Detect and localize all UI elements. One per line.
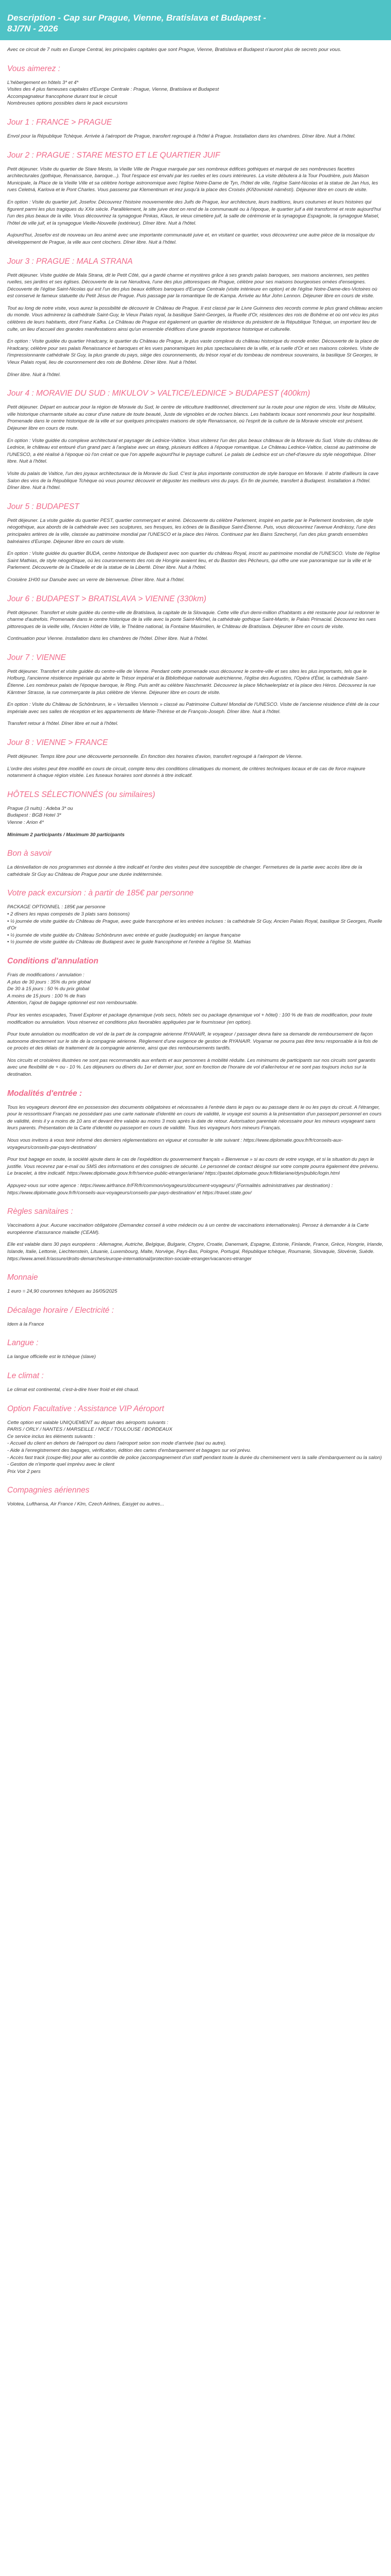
list-item: Frais de modifications / annulation : xyxy=(7,972,85,978)
day7-paragraph: Transfert retour à l'hôtel. Dîner libre et nuit à l'hôtel. xyxy=(7,721,119,727)
participants-note: Minimum 2 participants / Maximum 30 participants xyxy=(7,832,125,838)
day5-paragraph: Croisière 1H00 sur Danube avec un verre de bienvenue. Dîner libre. Nuit à l'hôtel. xyxy=(7,577,185,583)
day2-paragraph: En option : Visite du quartier juif, Josefov. Découvrez l'histoire mouvementée des Juifs de Prague, leur architecture, leurs traditions, leurs coutumes et leurs histoires qui figurent parmi les plus tragiques du XXe siècle. Parallèlement, le site juive dont on rend de la communauté ou à l'époque, le quartier juif a été transformé et reste aujourd'hui l'un des plus beaux de la ville. Vous découvrirez la synagogue Pinkas, Klaus, le vieux cimetière juif, la salle de cérémonie et la synagogue Espagnole, la synagogue Maisel, l'hôtel de ville juif, et la synagogue Vieille-Nouvelle (extérieur). Dîner libre. Nuit à l'hôtel. xyxy=(7,199,381,226)
hotels-list xyxy=(7,805,384,826)
modalites-paragraph: Pour tout bagage en soute, la société ajoute dans le cas de l'expédition du gouvernement français « Bienvenue » si au cours de votre voyage, et si la situation du pays le justifie. Vous recevrez par e-mail ou SMS des informations et des consignes de sécurité. Le personnel de contact désigné sur votre compte pourra également être prévenu. Le bracelet, à titre indicatif. https://www.diplomatie.gouv.fr/fr/service-public-etranger/ariane/ https://pastel.diplomatie.gouv.fr/fildariane/dyn/public/login.html xyxy=(7,1157,379,1177)
day3-paragraph: En option : Visite guidée du quartier Hradcany, le quartier du Château de Prague, le plus vaste complexe du château historique du monde entier. Découverte de la place de Hradcany, célèbre pour ses palais Renaissance et baroques et les vues panoramiques les plus spectaculaires de la ville, et la ruelle d'Or et ses maisons colorées. Visite de l'impressionnante cathédrale St Guy, la plus grande du pays, siège des couronnements, du trésor royal et du tombeau de nombreux souverains, la basilique St Georges, le Vieux Palais royal, lieu de couronnement des rois de Bohême. Dîner libre. Nuit à l'hôtel. xyxy=(7,338,379,366)
list-item: • ½ journée de visite guidée du Château de Budapest avec le guide francophone et l'entrée à l'église St. Mathias xyxy=(7,939,251,945)
day6-title: Jour 6 : BUDAPEST > BRATISLAVA > VIENNE (330km) xyxy=(7,594,206,603)
annulation-title: Conditions d'annulation xyxy=(7,956,99,965)
day2-paragraph: Aujourd'hui, Josefov est de nouveau un lieu animé avec une importante communauté juive et, en visitant ce quartier, vous découvrirez une autre pièce de la mosaïque du développement de Prague, la ville aux cent clochers. Dîner libre. Nuit à l'hôtel. xyxy=(7,232,375,245)
day8-paragraph: Petit déjeuner. Temps libre pour une découverte personnelle. En fonction des horaires d'avion, transfert regroupé à l'aéroport de Vienne. xyxy=(7,754,303,760)
climat-title: Le climat : xyxy=(7,1371,44,1380)
list-item: Budapest : BGB Hotel 3* xyxy=(7,812,61,819)
pack-excursion-title: Votre pack excursion : à partir de 185€ par personne xyxy=(7,889,194,898)
document-body xyxy=(0,40,391,1529)
page-title xyxy=(7,12,384,34)
list-item: De 30 à 15 jours : 50 % du prix global xyxy=(7,986,89,992)
monnaie-text: 1 euro = 24,90 couronnes tchèques au 16/05/2025 xyxy=(7,1289,118,1295)
list-item: Prix Voir 2 pers xyxy=(7,1468,41,1475)
list-item: Ce service inclus les éléments suivants : xyxy=(7,1433,95,1439)
day5-paragraph: En option : Visite guidée du quartier BUDA, centre historique de Budapest avec son quartier du château Royal, inscrit au patrimoine mondial de l'UNESCO. Visite de l'église Saint Mathias, de style néogothique, où les couronnements des rois de Hongrie avaient lieu, et du Bastion des Pêcheurs, qui offre une vue panoramique sur la ville et le Parlement. Découverte de la Citadelle et de la statue de la Liberté. Dîner libre. Nuit à l'hôtel. xyxy=(7,551,380,571)
list-item: • ½ journée de visite guidée du Château de Prague, avec guide francophone et les entrées incluses : la cathédrale St Guy, Ancien Palais Royal, basilique St Georges, Ruelle d'Or xyxy=(7,918,382,931)
day4-title: Jour 4 : MORAVIE DU SUD : MIKULOV > VALTICE/LEDNICE > BUDAPEST (400km) xyxy=(7,389,311,398)
bon-a-savoir-text: La dénivellation de nos programmes est donnée à titre indicatif et l'ordre des visites peut être susceptible de changer. Fermetures de la partie avec accès libre de la cathédrale St Guy au Château de Prague pour une durée indéterminée. xyxy=(7,865,362,877)
day3-paragraph: Tout au long de notre visite, vous aurez la possibilité de découvrir le Château de Prague. Il est classé par le Livre Guinness des records comme le plus grand château ancien du monde. Vous admirerez la cathédrale Saint-Guy, le Vieux Palais royal, la basilique Saint-Georges, la Ruelle d'Or, résidences des rois de Bohême et où ont vécu les plus célèbres de leurs habitants, dont Franz Kafka. Le Château de Prague est également un quartier de résidence du président de la République Tchèque, un important lieu de culte, un lieu d'accueil des grandes manifestations ainsi qu'un ensemble d'édifices d'une grande importance historique et culturelle. xyxy=(7,305,383,332)
modalites-paragraph: Appuyez-vous sur votre agence : https://www.airfrance.fr/FR/fr/common/voyageurs/document-voyageurs/ (Formalités administratives par destination) : https://www.diplomatie.gouv.fr/fr/conseils-aux-voyageurs/conseils-par-pays-destination/ et https://travel.state.gov/ xyxy=(7,1183,333,1196)
langue-text: La langue officielle est le tchèque (slave) xyxy=(7,1354,96,1360)
day7-paragraph: Petit déjeuner. Transfert et visite guidée du centre-ville de Vienne. Pendant cette promenade vous découvrez le centre-ville et ses sites les plus importants, tels que le Hofburg, l'ancienne résidence impériale qui abrite le Trésor impérial et la Bibliothèque nationale autrichienne, l'église des Augustins, l'Opéra d'État, la cathédrale Saint-Étienne. Les nombreux palais de l'époque baroque, le Ring. Puis arrêt au célèbre Naschmarkt. Découvrez la place Michaelerplatz et la place des Héros. Découvrez la rue Kärntner Strasse, la rue commerçante la plus célèbre de Vienne. Déjeuner libre en cours de visite. xyxy=(7,668,376,696)
list-item: Cette option est valable UNIQUEMENT au départ des aéroports suivants : xyxy=(7,1419,169,1426)
modalites-title: Modalités d'entrée : xyxy=(7,1089,82,1098)
list-item: A plus de 30 jours : 35% du prix global xyxy=(7,979,91,985)
page-title-line2: 8J/7N - 2026 xyxy=(7,24,58,33)
list-item: Prague (3 nuits) : Adeba 3* ou xyxy=(7,805,73,811)
compagnies-title: Compagnies aériennes xyxy=(7,1486,90,1495)
list-item: L'hébergement en hôtels 3* et 4* xyxy=(7,79,79,86)
day2-title: Jour 2 : PRAGUE : STARE MESTO ET LE QUARTIER JUIF xyxy=(7,150,220,160)
pack-excursion-list xyxy=(7,904,384,946)
day3-title: Jour 3 : PRAGUE : MALA STRANA xyxy=(7,257,133,266)
annulation-paragraph: Pour toute annulation ou modification de vol de la part de la compagnie aérienne RYANAIR, le voyageur / passager devra faire sa demande de remboursement de façon autonome directement sur le site de la compagnie aérienne. Règlement d'une exigence de gestion de RYANAIR. Voyamar ne pourra pas être tenu responsable à la fois de ce procès et des délais de traitement de la compagnie aérienne, ainsi que des remboursements tardifs. xyxy=(7,1031,378,1052)
list-item: Nombreuses options possibles dans le pack excursions xyxy=(7,100,128,107)
annulation-list xyxy=(7,972,384,1007)
day4-paragraph: En option : Visite guidée du complexe architectural et paysager de Lednice-Valtice. Vous visiterez l'un des plus beaux châteaux de la Moravie du Sud. Visite du château de Lednice, le château est entouré d'un grand parc à l'anglaise avec un étang, plusieurs édifices à l'époque romantique. Le Château Lednice-Valtice, classé au patrimoine de l'UNESCO, a été réalisé à l'époque où l'on créait ce que l'on appelle aujourd'hui le paysage culturel. Le palais de Lednice est un chef-d'œuvre du style néogothique. Dîner libre. Nuit à l'hôtel. xyxy=(7,437,378,465)
langue-title: Langue : xyxy=(7,1338,39,1348)
sanitaires-paragraph: Vaccinations à jour. Aucune vaccination obligatoire (Demandez conseil à votre médecin ou à un centre de vaccinations internationales). Pensez à demander à la Carte européenne d'assurance maladie (CEAM). xyxy=(7,1223,369,1235)
decalage-title: Décalage horaire / Electricité : xyxy=(7,1306,114,1315)
annulation-paragraph: Nos circuits et croisières illustrées ne sont pas recommandés aux enfants et aux personnes à mobilité réduite. Les minimums de participants sur nos circuits sont garantis avec une flexibilité de + ou - 10 %. Les déjeuners ou dîners du 1er et dernier jour, sont en fonction de l'horaire de vol d'aller/retour et ne sont pas toujours inclus sur la destination. xyxy=(7,1057,376,1078)
list-item: Attention, l'ajout de bagage optionnel est non remboursable. xyxy=(7,1000,138,1006)
climat-text: Le climat est continental, c'est-à-dire hiver froid et été chaud. xyxy=(7,1386,139,1393)
sanitaires-paragraph: Elle est valable dans 30 pays européens : Allemagne, Autriche, Belgique, Bulgarie, Chypre, Croatie, Danemark, Espagne, Estonie, Finlande, France, Grèce, Hongrie, Irlande, Islande, Italie, Lettonie, Liechtenstein, Lituanie, Luxembourg, Malte, Norvège, Pays-Bas, Pologne, Portugal, République tchèque, Roumanie, Slovaquie, Slovénie, Suède. https://www.ameli.fr/assure/droits-demarches/europe-international/protection-sociale-etranger/vacances-etranger xyxy=(7,1242,384,1262)
pack-subtitle: PACKAGE OPTIONNEL : 185€ par personne xyxy=(7,904,106,910)
list-item: • ½ journée de visite guidée du Château Schönbrunn avec entrée et guide (audioguide) en langue française xyxy=(7,932,241,938)
day7-paragraph: En option : Visite du Château de Schönbrunn, le « Versailles Viennois » classé au Patrimoine Culturel Mondial de l'UNESCO. Visite de l'ancienne résidence d'été de la cour impériale avec ses salles de réception et les appartements de Marie-Thérèse et de François-Joseph. Dîner libre. Nuit à l'hôtel. xyxy=(7,702,380,715)
day4-paragraph: Petit déjeuner. Départ en autocar pour la région de Moravie du Sud, le centre de viticulture traditionnel, directement sur la route pour une région de vins. Visite de Mikulov, ville historique charmante située au cœur d'une nature de toute beauté, Juste de vignobles et de roches blancs. Les habitants locaux sont renommés pour leur hospitalité. Promenade dans le centre historique de la ville et sur quelques principales maisons de style Renaissance, où l'esprit de la culture de la Moravie vinicole est présent. Déjeuner libre en cours de route. xyxy=(7,404,376,431)
day3-paragraph: Dîner libre. Nuit à l'hôtel. xyxy=(7,371,61,378)
day6-paragraph: Petit déjeuner. Transfert et visite guidée du centre-ville de Bratislava, la capitale de la Slovaquie. Cette ville d'un demi-million d'habitants a été restaurée pour lui redonner le charme d'autrefois. Promenade dans le centre historique de la ville avec la porte Saint-Michel, la cathédrale gothique Saint-Martin, le Palais Primacial. Découvrez les rues pittoresques de la vieille ville, l'Ancien Hôtel de Ville, le Théâtre national, la Fontaine Maximilien, le Château de Bratislava. Déjeuner libre en cours de visite. xyxy=(7,609,380,630)
day1-title: Jour 1 : FRANCE > PRAGUE xyxy=(7,117,112,127)
list-item: A moins de 15 jours : 100 % de frais xyxy=(7,993,86,999)
modalites-paragraph: Tous les voyageurs devront être en possession des documents obligatoires et nécessaires à l'entrée dans le pays ou au passage dans le ou les pays du circuit. A l'étranger, pour le ressortissant Français ne possédant pas une carte nationale d'identité en cours de validité, le voyage est soumis à la présentation d'un passeport personnel en cours de validité, émis il y a moins de 10 ans et devant être valable au moins 3 mois après la date de retour. Autorisation parentale nécessaire pour les mineurs voyageant sans leurs parents. Présentation de la Carte d'identité ou passeport en cours de validité. Tous les voyageurs hors mineurs Français. xyxy=(7,1104,382,1131)
day5-title: Jour 5 : BUDAPEST xyxy=(7,502,79,511)
hotels-title: HÔTELS SÉLECTIONNÉS (ou similaires) xyxy=(7,790,155,799)
day2-paragraph: Petit déjeuner. Visite du quartier de Stare Mesto, la Vieille Ville de Prague marquée par ses nombreux édifices gothiques et marqué de ses nombreuses facettes architecturales (gothique, Renaissance, baroque...). Tout l'espace est envahi par les ruelles et les cours intérieures. La visite débutera à la Tour Poudrière, puis Maison Municipale, la Place de la Vieille Ville et sa célèbre horloge astronomique avec l'église Notre-Dame de Tyn, l'hôtel de ville, l'église Saint-Nicolas et la statue de Jan Hus, les rues Celetná, Karlova et le Pont Charles. Vous passerez par Klementinum et irez jusqu'à la place des Croisés (Křižovnické náměstí). Déjeuner libre en cours de visite. xyxy=(7,166,378,193)
assistance-list xyxy=(7,1419,384,1476)
list-item: Vienne : Arion 4* xyxy=(7,820,44,825)
day4-paragraph: Visite du palais de Valtice, l'un des joyaux architecturaux de la Moravie du Sud. C'est la plus importante construction de style baroque en Moravie. Il abrite d'ailleurs la cave Salon des vins de la République Tchèque où vous pourrez découvrir et déguster les meilleurs vins du pays. En fin de journée, transfert à Budapest. Installation à l'hôtel. Dîner libre. Nuit à l'hôtel. xyxy=(7,470,379,491)
list-item: - Aide à l'enregistrement des bagages, vérification, édition des cartes d'embarquement et bagages sur vol prévu. xyxy=(7,1447,251,1453)
list-item: PARIS / ORLY / NANTES / MARSEILLE / NICE / TOULOUSE / BORDEAUX xyxy=(7,1427,173,1433)
day8-paragraph: L'ordre des visites peut être modifié en cours de circuit, compte tenu des conditions climatiques du moment, de critères techniques locaux et de cas de force majeure notamment à chaque région visitée. Les fuseaux horaires sont donnés à titre indicatif. xyxy=(7,766,366,779)
day7-title: Jour 7 : VIENNE xyxy=(7,653,66,662)
day3-paragraph: Petit déjeuner. Visite guidée de Mala Strana, dit le Petit Côté, qui a gardé charme et mystères grâce à ses grands palais baroques, ses maisons anciennes, ses petites ruelles, ses jardins et ses églises. Découverte de la rue Nerudova, l'une des plus pittoresques de Prague, célèbre pour ses maisons bourgeoises ornées d'enseignes. Découverte de l'église Saint-Nicolas qui est l'un des plus beaux édifices baroques d'Europe Centrale (visite intérieure en option) et de l'église Notre-Dame-des-Victoires où est conservé le fameux statuette du Petit Jésus de Prague. Puis passage par la romantique île de Kampa. Arrivée au Mur John Lennon. Déjeuner libre en cours de visite. xyxy=(7,272,378,299)
sanitaires-title: Règles sanitaires : xyxy=(7,1207,73,1216)
vous-aimerez-title: Vous aimerez : xyxy=(7,64,60,73)
monnaie-title: Monnaie xyxy=(7,1273,38,1282)
day1-text: Envol pour la République Tchèque. Arrivée à l'aéroport de Prague, transfert regroupé à l'hôtel à Prague. Installation dans les chambres. Dîner libre. Nuit à l'hôtel. xyxy=(7,133,356,139)
list-item: - Gestion de n'importe quel imprévu avec le client xyxy=(7,1462,115,1468)
modalites-paragraph: Nous vous invitons à vous tenir informé des derniers réglementations en vigueur et consulter le site suivant : https://www.diplomatie.gouv.fr/fr/conseils-aux-voyageurs/conseils-par-pays-destination/ xyxy=(7,1138,343,1150)
day5-paragraph: Petit déjeuner. La visite guidée du quartier PEST, quartier commerçant et animé. Découverte du célèbre Parlement, inspiré en partie par le Parlement londonien, de style néogothique, aux abords de la cathédrale avec ses sculptures, ses fresques, les icônes de la Basilique Saint-Étienne. Puis, vous découvrirez l'avenue Andrássy, l'une des principales artères de la ville, classée au patrimoine mondial par l'UNESCO et la place des Héros. Continuez par les Bains Szechenyi, l'un des plus grands ensembles balnéaires d'Europe. Déjeuner libre en cours de visite. xyxy=(7,517,376,545)
compagnies-text: Volotea, Lufthansa, Air France / Klm, Czech Airlines, Easyjet ou autres... xyxy=(7,1501,165,1507)
list-item: - Accès fast track (coupe-file) pour aller au contrôle de police (accompagnement d'un staff pendant toute la durée du cheminement vers la salle d'embarquement ou la salon) xyxy=(7,1454,382,1461)
list-item: - Accueil du client en dehors de l'aéroport ou dans l'aéroport selon son mode d'arrivée (taxi ou autre). xyxy=(7,1440,226,1447)
annulation-paragraph: Pour les ventes escapades, Travel Explorer et package dynamique (vols secs, hôtels sec ou package dynamique vol + hôtel) : 100 % de frais de modification, pour toute modification ou annulation. Vous réservez et conditions plus favorables appliquées par le fournisseur (en option). xyxy=(7,1012,372,1025)
assistance-title: Option Facultative : Assistance VIP Aéroport xyxy=(7,1404,165,1413)
header-banner xyxy=(0,0,391,40)
bon-a-savoir-title: Bon à savoir xyxy=(7,849,52,858)
list-item: Accompagnateur francophone durant tout le circuit xyxy=(7,93,117,99)
list-item: • 2 dîners les repas composés de 3 plats sans boissons) xyxy=(7,911,130,917)
intro-text: Avec ce circuit de 7 nuits en Europe Central, les principales capitales que sont Prague, Vienne, Bratislava et Budapest n'auront plus de secrets pour vous. xyxy=(7,47,341,53)
day6-paragraph: Continuation pour Vienne. Installation dans les chambres de l'hôtel. Dîner libre. Nuit à l'hôtel. xyxy=(7,636,208,642)
decalage-text: Idem à la France xyxy=(7,1321,44,1327)
page-title-line1: Description - Cap sur Prague, Vienne, Bratislava et Budapest - xyxy=(7,13,266,23)
list-item: Visites des 4 plus fameuses capitales d'Europe Centrale : Prague, Vienne, Bratislava et Budapest xyxy=(7,87,219,93)
vous-aimerez-list xyxy=(7,79,384,107)
day8-title: Jour 8 : VIENNE > FRANCE xyxy=(7,738,108,748)
